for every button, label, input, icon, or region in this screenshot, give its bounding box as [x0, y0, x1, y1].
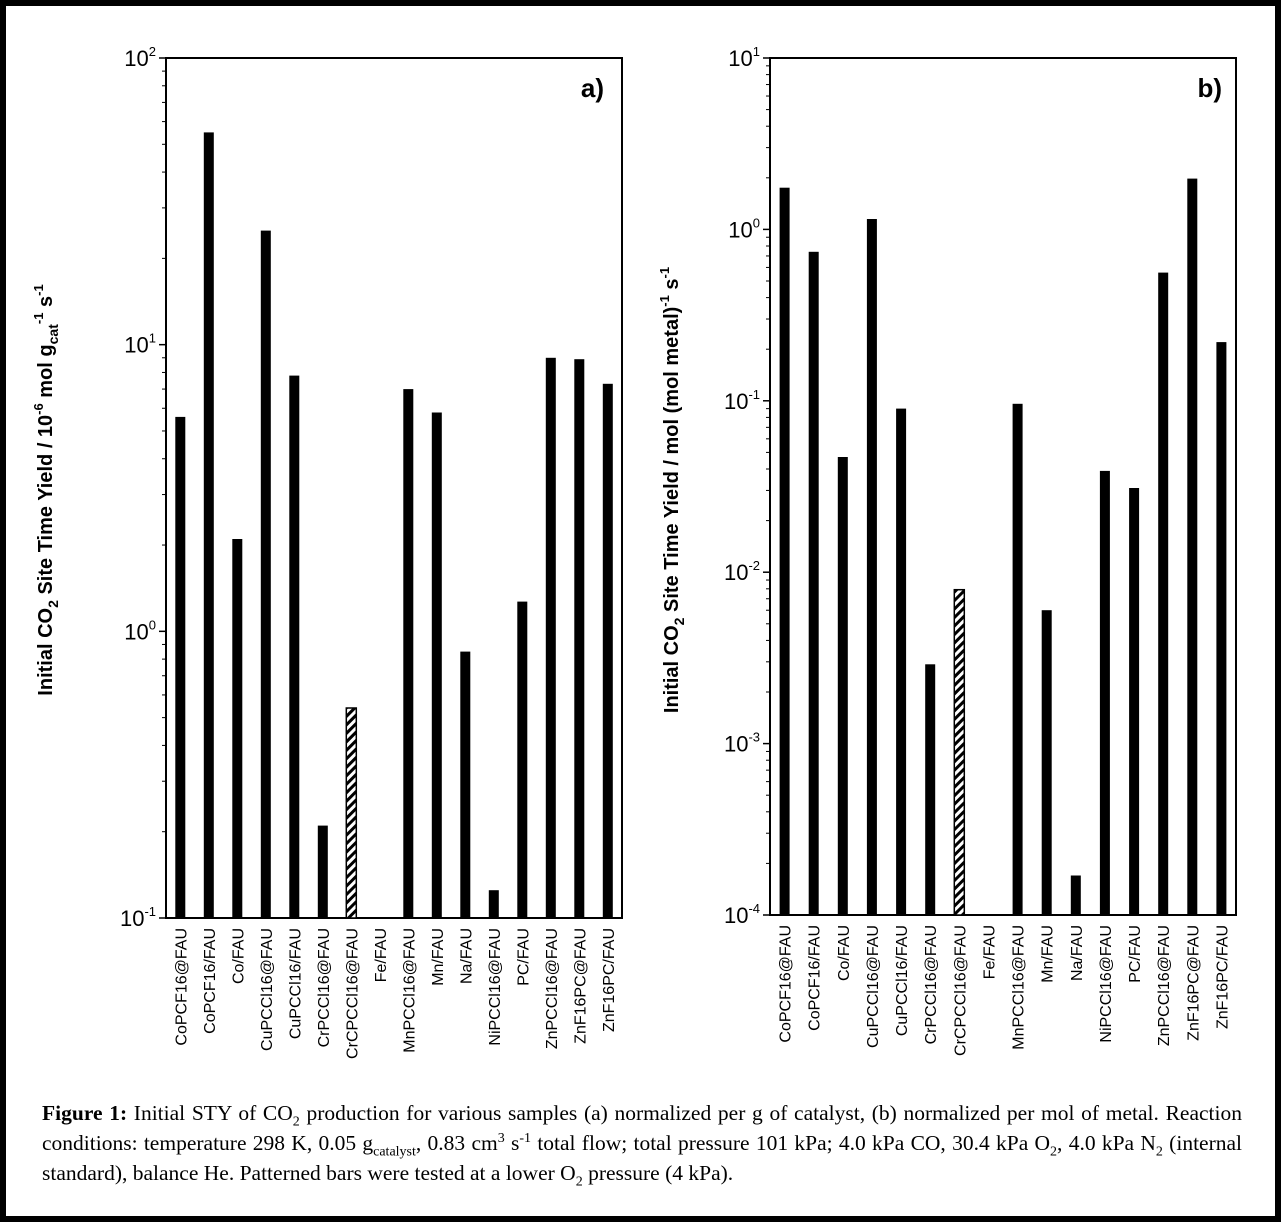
caption-label: Figure 1:: [42, 1101, 128, 1125]
caption-text: total flow; total pressure 101 kPa; 4.0 kPa CO, 30.4 kPa O: [531, 1131, 1051, 1155]
bar: [175, 417, 185, 918]
bar: [1216, 342, 1226, 915]
y-tick-label: $10^{-2}$: [723, 558, 760, 586]
bar: [517, 602, 527, 918]
x-category-label: CrPCCl16@FAU: [315, 928, 333, 1048]
caption-sub: 2: [292, 1114, 300, 1130]
figure-caption: [42, 1098, 1242, 1188]
bar: [925, 664, 935, 915]
caption-text: , 0.83 cm: [415, 1131, 498, 1155]
bar: [1158, 273, 1168, 915]
x-categories-a: [173, 928, 618, 1059]
caption-sub: 2: [1155, 1144, 1163, 1160]
x-category-label: PC/FAU: [1127, 925, 1145, 983]
bar: [1187, 179, 1197, 915]
y-tick-label: $10^0$: [124, 617, 156, 645]
bar: [346, 708, 356, 918]
x-category-label: NiPCCl16@FAU: [1097, 925, 1115, 1043]
y-ticks-a: [120, 44, 166, 931]
x-category-label: CrCPCCl16@FAU: [952, 925, 970, 1056]
bar: [204, 132, 214, 918]
y-tick-label: $10^{-1}$: [723, 386, 760, 414]
caption-text: pressure (4 kPa).: [582, 1161, 734, 1185]
bar: [1129, 488, 1139, 915]
x-category-label: MnPCCl16@FAU: [1010, 925, 1028, 1050]
x-category-label: NiPCCl16@FAU: [486, 928, 504, 1046]
y-ticks-b: [724, 44, 770, 928]
y-tick-label: $10^{-4}$: [723, 901, 760, 928]
bars-b: [780, 179, 1227, 915]
bar: [403, 389, 413, 918]
bar: [489, 890, 499, 918]
bar: [318, 826, 328, 918]
bar: [603, 384, 613, 918]
bar: [232, 539, 242, 918]
caption-sub: 2: [1050, 1144, 1058, 1160]
bar: [954, 590, 964, 915]
x-category-label: CuPCCl16/FAU: [894, 925, 912, 1037]
x-categories-b: [778, 925, 1232, 1056]
x-category-label: CoPCF16@FAU: [777, 925, 795, 1043]
bar: [432, 413, 442, 919]
bar: [838, 457, 848, 915]
x-category-label: Co/FAU: [230, 928, 248, 985]
x-category-label: ZnPCCl16@FAU: [1156, 925, 1174, 1047]
x-category-label: ZnF16PC@FAU: [1185, 925, 1203, 1041]
chart-panel-b: [657, 44, 1236, 1056]
panel-label-a: a): [580, 73, 604, 103]
caption-sub: catalyst: [373, 1144, 416, 1160]
caption-sup: 3: [497, 1130, 505, 1146]
bar: [1071, 876, 1081, 916]
x-category-label: CrCPCCl16@FAU: [344, 928, 362, 1059]
caption-text: , 4.0 kPa N: [1057, 1131, 1156, 1155]
x-category-label: CrPCCl16@FAU: [923, 925, 941, 1045]
y-axis-label-a: Initial $CO_2$ Site Time Yield / $10^{-6}$ mol $g_{cat}^{-1}$ $s^{-1}$: [31, 284, 61, 696]
x-category-label: PC/FAU: [515, 928, 533, 986]
y-tick-label: $10^0$: [728, 215, 760, 243]
bar: [289, 376, 299, 918]
bars-a: [175, 132, 613, 918]
x-category-label: Na/FAU: [458, 928, 476, 985]
bar: [261, 231, 271, 918]
x-category-label: ZnF16PC/FAU: [600, 928, 618, 1033]
bar: [460, 652, 470, 918]
panel-label-b: b): [1197, 73, 1222, 103]
x-category-label: CoPCF16/FAU: [201, 928, 219, 1034]
x-category-label: CuPCCl16@FAU: [864, 925, 882, 1048]
bar: [780, 188, 790, 915]
caption-text: s: [504, 1131, 520, 1155]
x-category-label: CuPCCl16/FAU: [287, 928, 305, 1040]
y-tick-label: $10^{-1}$: [119, 904, 156, 931]
x-category-label: Na/FAU: [1068, 925, 1086, 982]
x-category-label: Mn/FAU: [429, 928, 447, 986]
bar: [574, 359, 584, 918]
bar: [867, 219, 877, 915]
chart-panel-a: [31, 44, 622, 1059]
x-category-label: Fe/FAU: [372, 928, 390, 983]
x-category-label: CoPCF16@FAU: [173, 928, 191, 1046]
caption-text: Initial STY of CO: [127, 1101, 293, 1125]
x-category-label: Co/FAU: [835, 925, 853, 982]
x-category-label: Mn/FAU: [1039, 925, 1057, 983]
bar: [1042, 610, 1052, 915]
caption-sup: -1: [519, 1130, 532, 1146]
x-category-label: CoPCF16/FAU: [806, 925, 824, 1031]
bar: [896, 409, 906, 915]
x-category-label: MnPCCl16@FAU: [401, 928, 419, 1053]
bar: [546, 358, 556, 918]
bar: [1100, 471, 1110, 915]
x-category-label: Fe/FAU: [981, 925, 999, 980]
y-tick-label: $10^1$: [728, 44, 760, 71]
y-tick-label: $10^2$: [124, 44, 156, 71]
y-tick-label: $10^{-3}$: [723, 729, 760, 757]
caption-text: (internal standard), balance He. Patterned bars were tested at a lower O: [42, 1131, 1243, 1185]
caption-sub: 2: [575, 1174, 583, 1190]
x-category-label: ZnPCCl16@FAU: [543, 928, 561, 1050]
caption-text: production for various samples (a) normalized per g of catalyst, (b) normalized per mol of metal. Reaction conditions: temperature 298 K, 0.05 g: [42, 1101, 1242, 1155]
y-axis-label-b: Initial $CO_2$ Site Time Yield / mol (mol metal)$^{-1}$ $s^{-1}$: [657, 266, 687, 714]
y-tick-label: $10^1$: [124, 330, 156, 358]
x-category-label: ZnF16PC@FAU: [572, 928, 590, 1044]
bar: [1013, 404, 1023, 915]
x-category-label: CuPCCl16@FAU: [258, 928, 276, 1051]
bar: [809, 252, 819, 915]
x-category-label: ZnF16PC/FAU: [1214, 925, 1232, 1030]
